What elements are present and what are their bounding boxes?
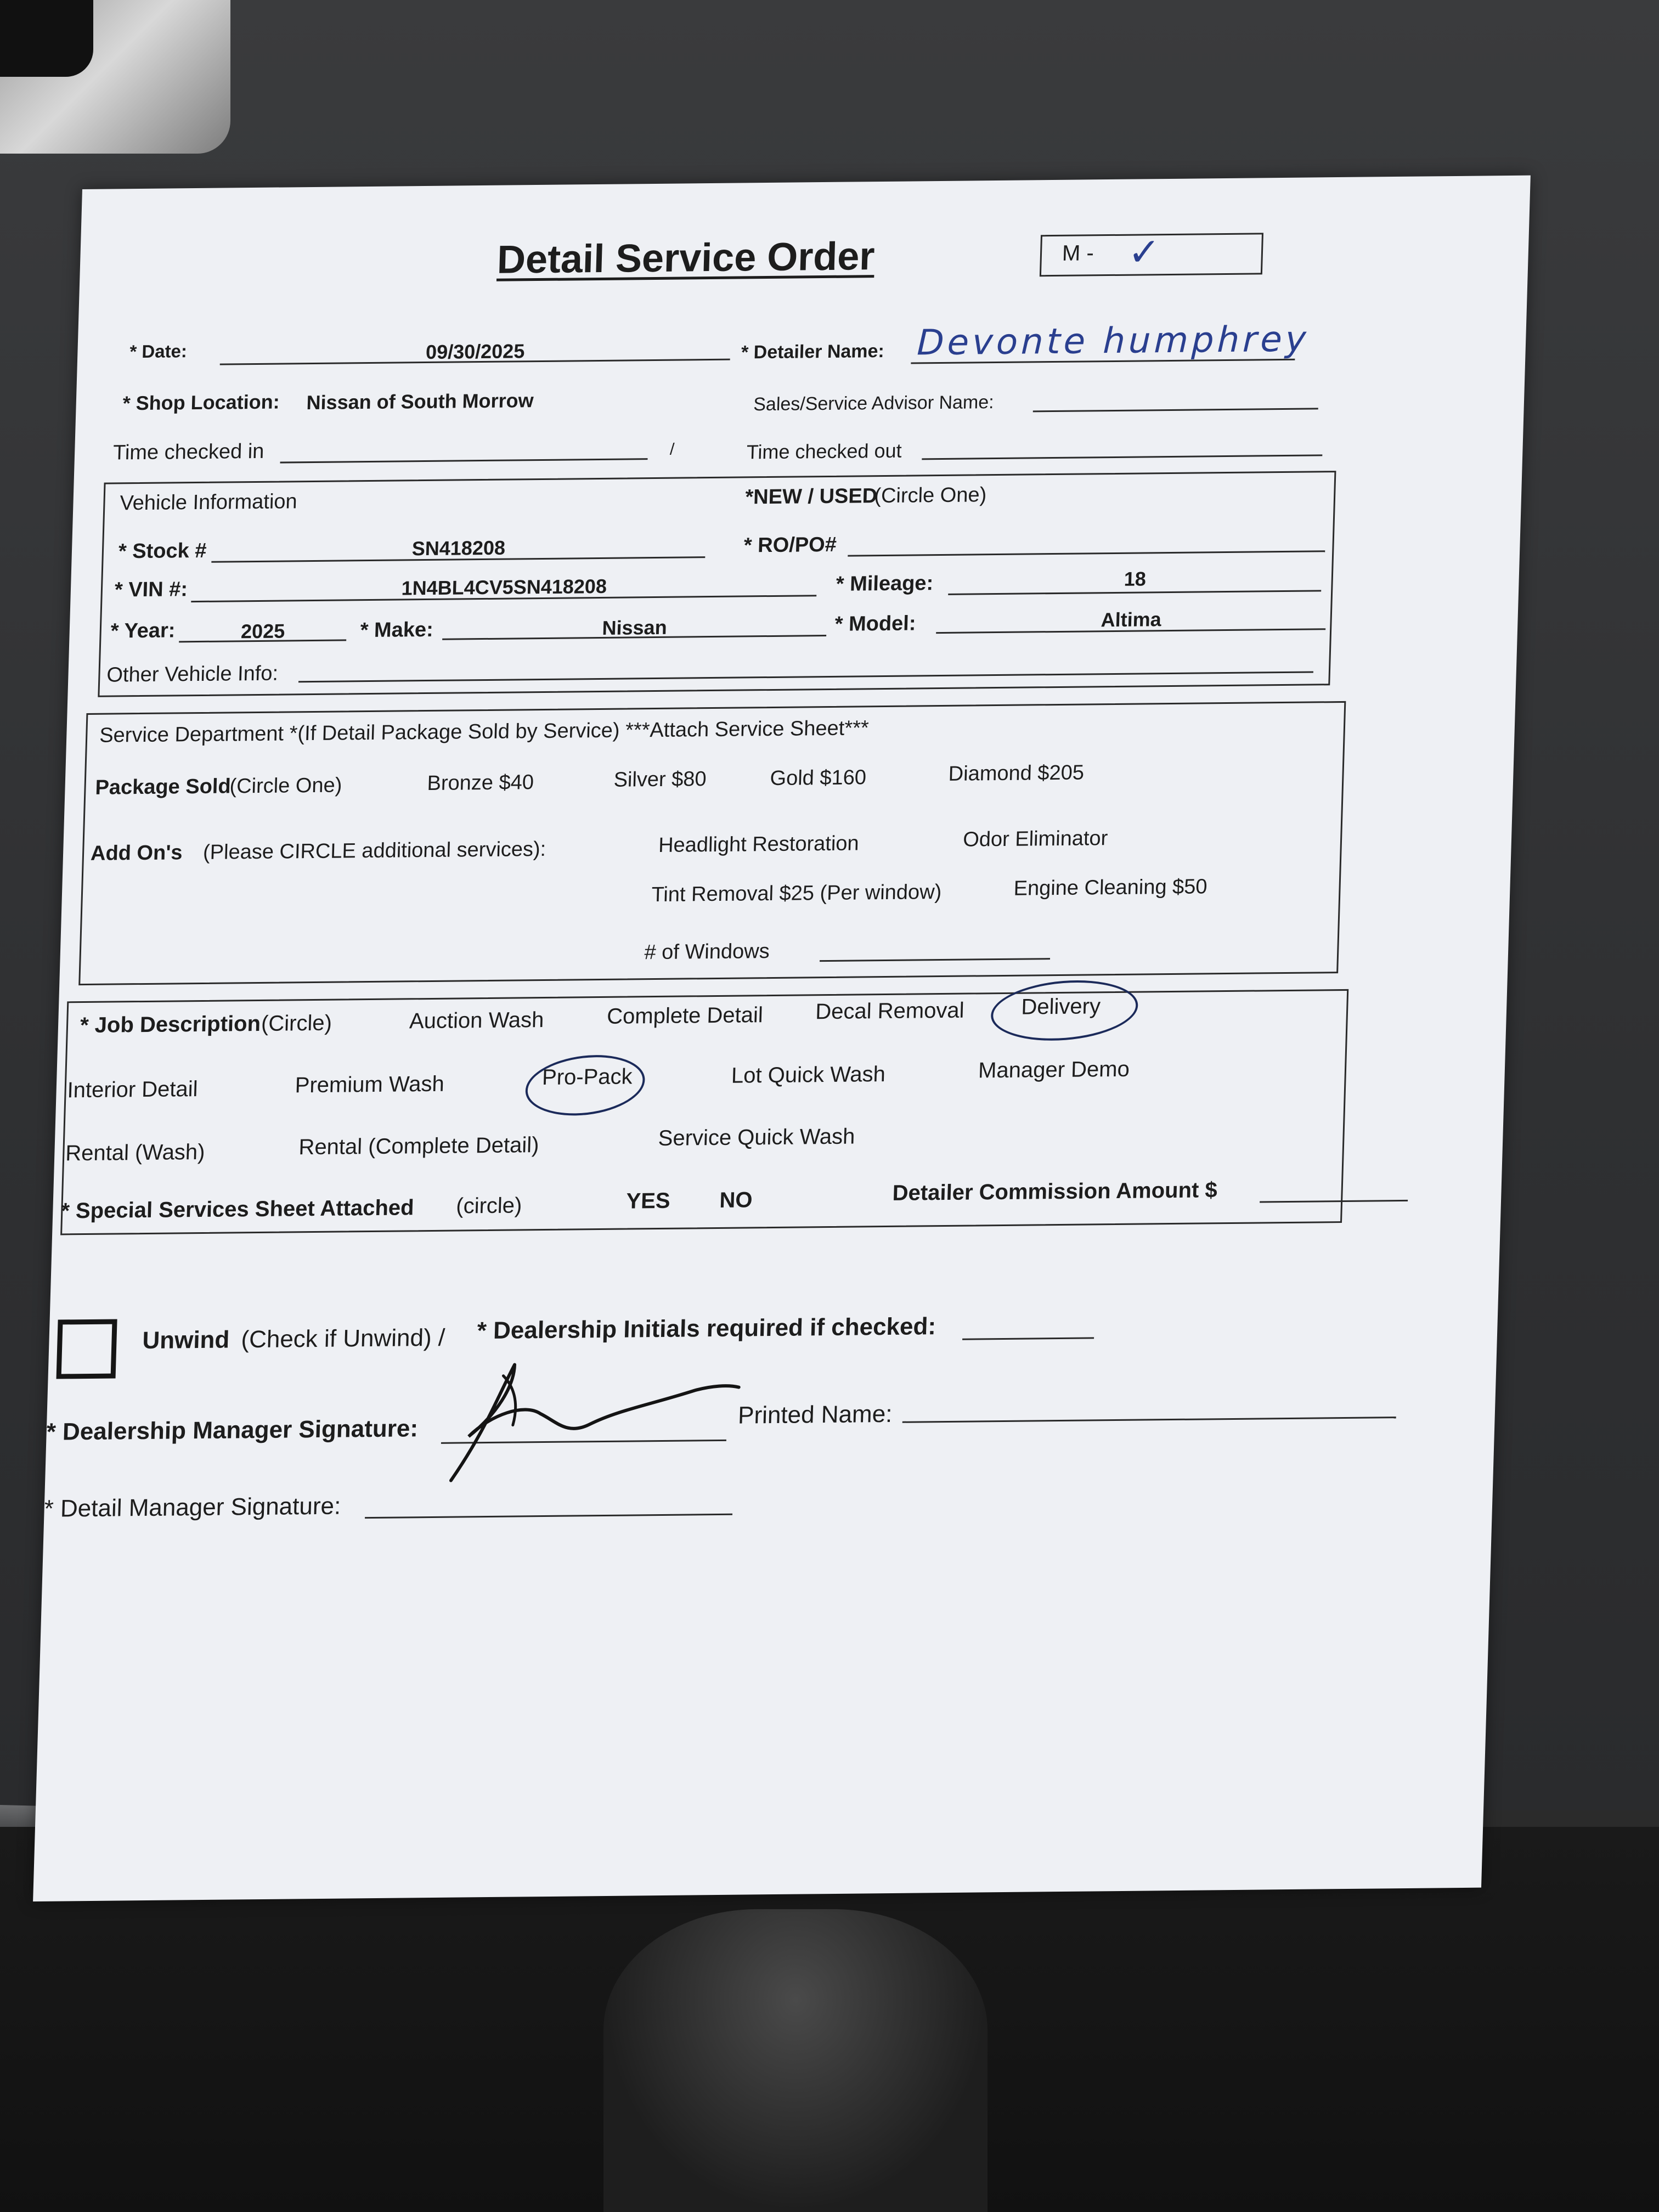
job-premium-wash[interactable]: Premium Wash [295, 1071, 445, 1098]
time-separator: / [669, 440, 675, 459]
year-label: * Year: [110, 619, 176, 643]
time-checked-out-line[interactable] [922, 454, 1322, 460]
job-rental-complete-detail[interactable]: Rental (Complete Detail) [298, 1133, 540, 1160]
m-box-check-mark: ✓ [1127, 229, 1164, 275]
mileage-value[interactable]: 18 [1124, 567, 1147, 590]
make-label: * Make: [360, 618, 434, 642]
job-rental-wash[interactable]: Rental (Wash) [65, 1139, 206, 1166]
package-sold-hint: (Circle One) [229, 774, 342, 798]
job-pro-pack[interactable]: Pro-Pack [541, 1064, 633, 1090]
job-auction-wash[interactable]: Auction Wash [409, 1007, 545, 1034]
key-fob-dark [0, 0, 93, 77]
stock-label: * Stock # [118, 539, 207, 563]
ro-po-label: * RO/PO# [743, 533, 837, 557]
vehicle-info-label: Vehicle Information [119, 490, 298, 515]
detailer-name-value[interactable]: Devonte humphrey [916, 319, 1310, 364]
printed-name-label: Printed Name: [737, 1400, 893, 1429]
job-description-hint: (Circle) [261, 1011, 332, 1036]
other-vehicle-info-label: Other Vehicle Info: [106, 662, 279, 687]
make-value[interactable]: Nissan [602, 616, 668, 639]
package-bronze[interactable]: Bronze $40 [426, 771, 534, 795]
detail-service-order-form [33, 176, 1531, 1901]
advisor-name-line[interactable] [1033, 408, 1318, 412]
addon-tint-removal[interactable]: Tint Removal $25 (Per window) [651, 881, 942, 907]
windows-count-label: # of Windows [644, 940, 770, 964]
time-checked-out-label: Time checked out [746, 439, 902, 464]
package-sold-label: Package Sold [94, 775, 232, 799]
special-services-hint: (circle) [455, 1193, 522, 1218]
unwind-initials-label: * Dealership Initials required if checked: [477, 1313, 936, 1345]
model-label: * Model: [834, 612, 917, 636]
time-checked-in-line[interactable] [280, 458, 647, 463]
date-value[interactable]: 09/30/2025 [425, 340, 525, 364]
shop-location-label: * Shop Location: [122, 390, 280, 415]
addon-engine-cleaning[interactable]: Engine Cleaning $50 [1013, 875, 1208, 900]
job-complete-detail[interactable]: Complete Detail [606, 1003, 764, 1029]
addon-headlight-restoration[interactable]: Headlight Restoration [658, 832, 860, 857]
vin-value[interactable]: 1N4BL4CV5SN418208 [401, 574, 607, 600]
dealership-signature-mark [428, 1351, 761, 1497]
unwind-initials-line[interactable] [962, 1337, 1094, 1340]
unwind-checkbox[interactable] [57, 1319, 117, 1379]
package-silver[interactable]: Silver $80 [613, 768, 707, 792]
job-manager-demo[interactable]: Manager Demo [978, 1057, 1130, 1083]
new-used-hint: (Circle One) [873, 483, 987, 508]
job-delivery[interactable]: Delivery [1020, 994, 1101, 1019]
m-box-label: M - [1062, 241, 1094, 266]
detail-manager-signature-label: * Detail Manager Signature: [44, 1492, 341, 1522]
unwind-label: Unwind [142, 1326, 230, 1355]
service-header: Service Department *(If Detail Package Sold by Service) ***Attach Service Sheet*** [99, 716, 870, 747]
package-gold[interactable]: Gold $160 [770, 766, 867, 791]
addon-odor-eliminator[interactable]: Odor Eliminator [962, 827, 1108, 851]
unwind-hint: (Check if Unwind) / [240, 1324, 445, 1353]
shoe-silhouette [603, 1909, 988, 2212]
job-description-label: * Job Description [80, 1011, 261, 1038]
addons-hint: (Please CIRCLE additional services): [202, 837, 546, 864]
job-interior-detail[interactable]: Interior Detail [67, 1077, 199, 1103]
vin-label: * VIN #: [114, 578, 188, 602]
job-lot-quick-wash[interactable]: Lot Quick Wash [731, 1062, 886, 1088]
special-services-no[interactable]: NO [719, 1188, 753, 1212]
dealership-signature-label: * Dealership Manager Signature: [46, 1415, 419, 1446]
package-diamond[interactable]: Diamond $205 [948, 761, 1085, 786]
commission-label: Detailer Commission Amount $ [892, 1178, 1218, 1205]
mileage-label: * Mileage: [836, 572, 934, 596]
advisor-name-label: Sales/Service Advisor Name: [753, 392, 995, 415]
model-value[interactable]: Altima [1101, 608, 1162, 631]
job-service-quick-wash[interactable]: Service Quick Wash [658, 1124, 856, 1151]
addons-label: Add On's [90, 841, 183, 865]
year-value[interactable]: 2025 [240, 619, 285, 643]
date-label: * Date: [129, 341, 188, 362]
time-checked-in-label: Time checked in [112, 439, 264, 465]
special-services-label: * Special Services Sheet Attached [60, 1195, 415, 1223]
stock-value[interactable]: SN418208 [411, 536, 506, 560]
form-title: Detail Service Order [496, 234, 876, 282]
detail-manager-signature-line[interactable] [365, 1514, 732, 1519]
printed-name-line[interactable] [902, 1417, 1396, 1423]
shop-location-value[interactable]: Nissan of South Morrow [306, 389, 534, 414]
new-used-label: *NEW / USED [744, 484, 878, 509]
detailer-name-label: * Detailer Name: [741, 340, 885, 363]
job-decal-removal[interactable]: Decal Removal [815, 998, 965, 1024]
special-services-yes[interactable]: YES [625, 1188, 671, 1214]
